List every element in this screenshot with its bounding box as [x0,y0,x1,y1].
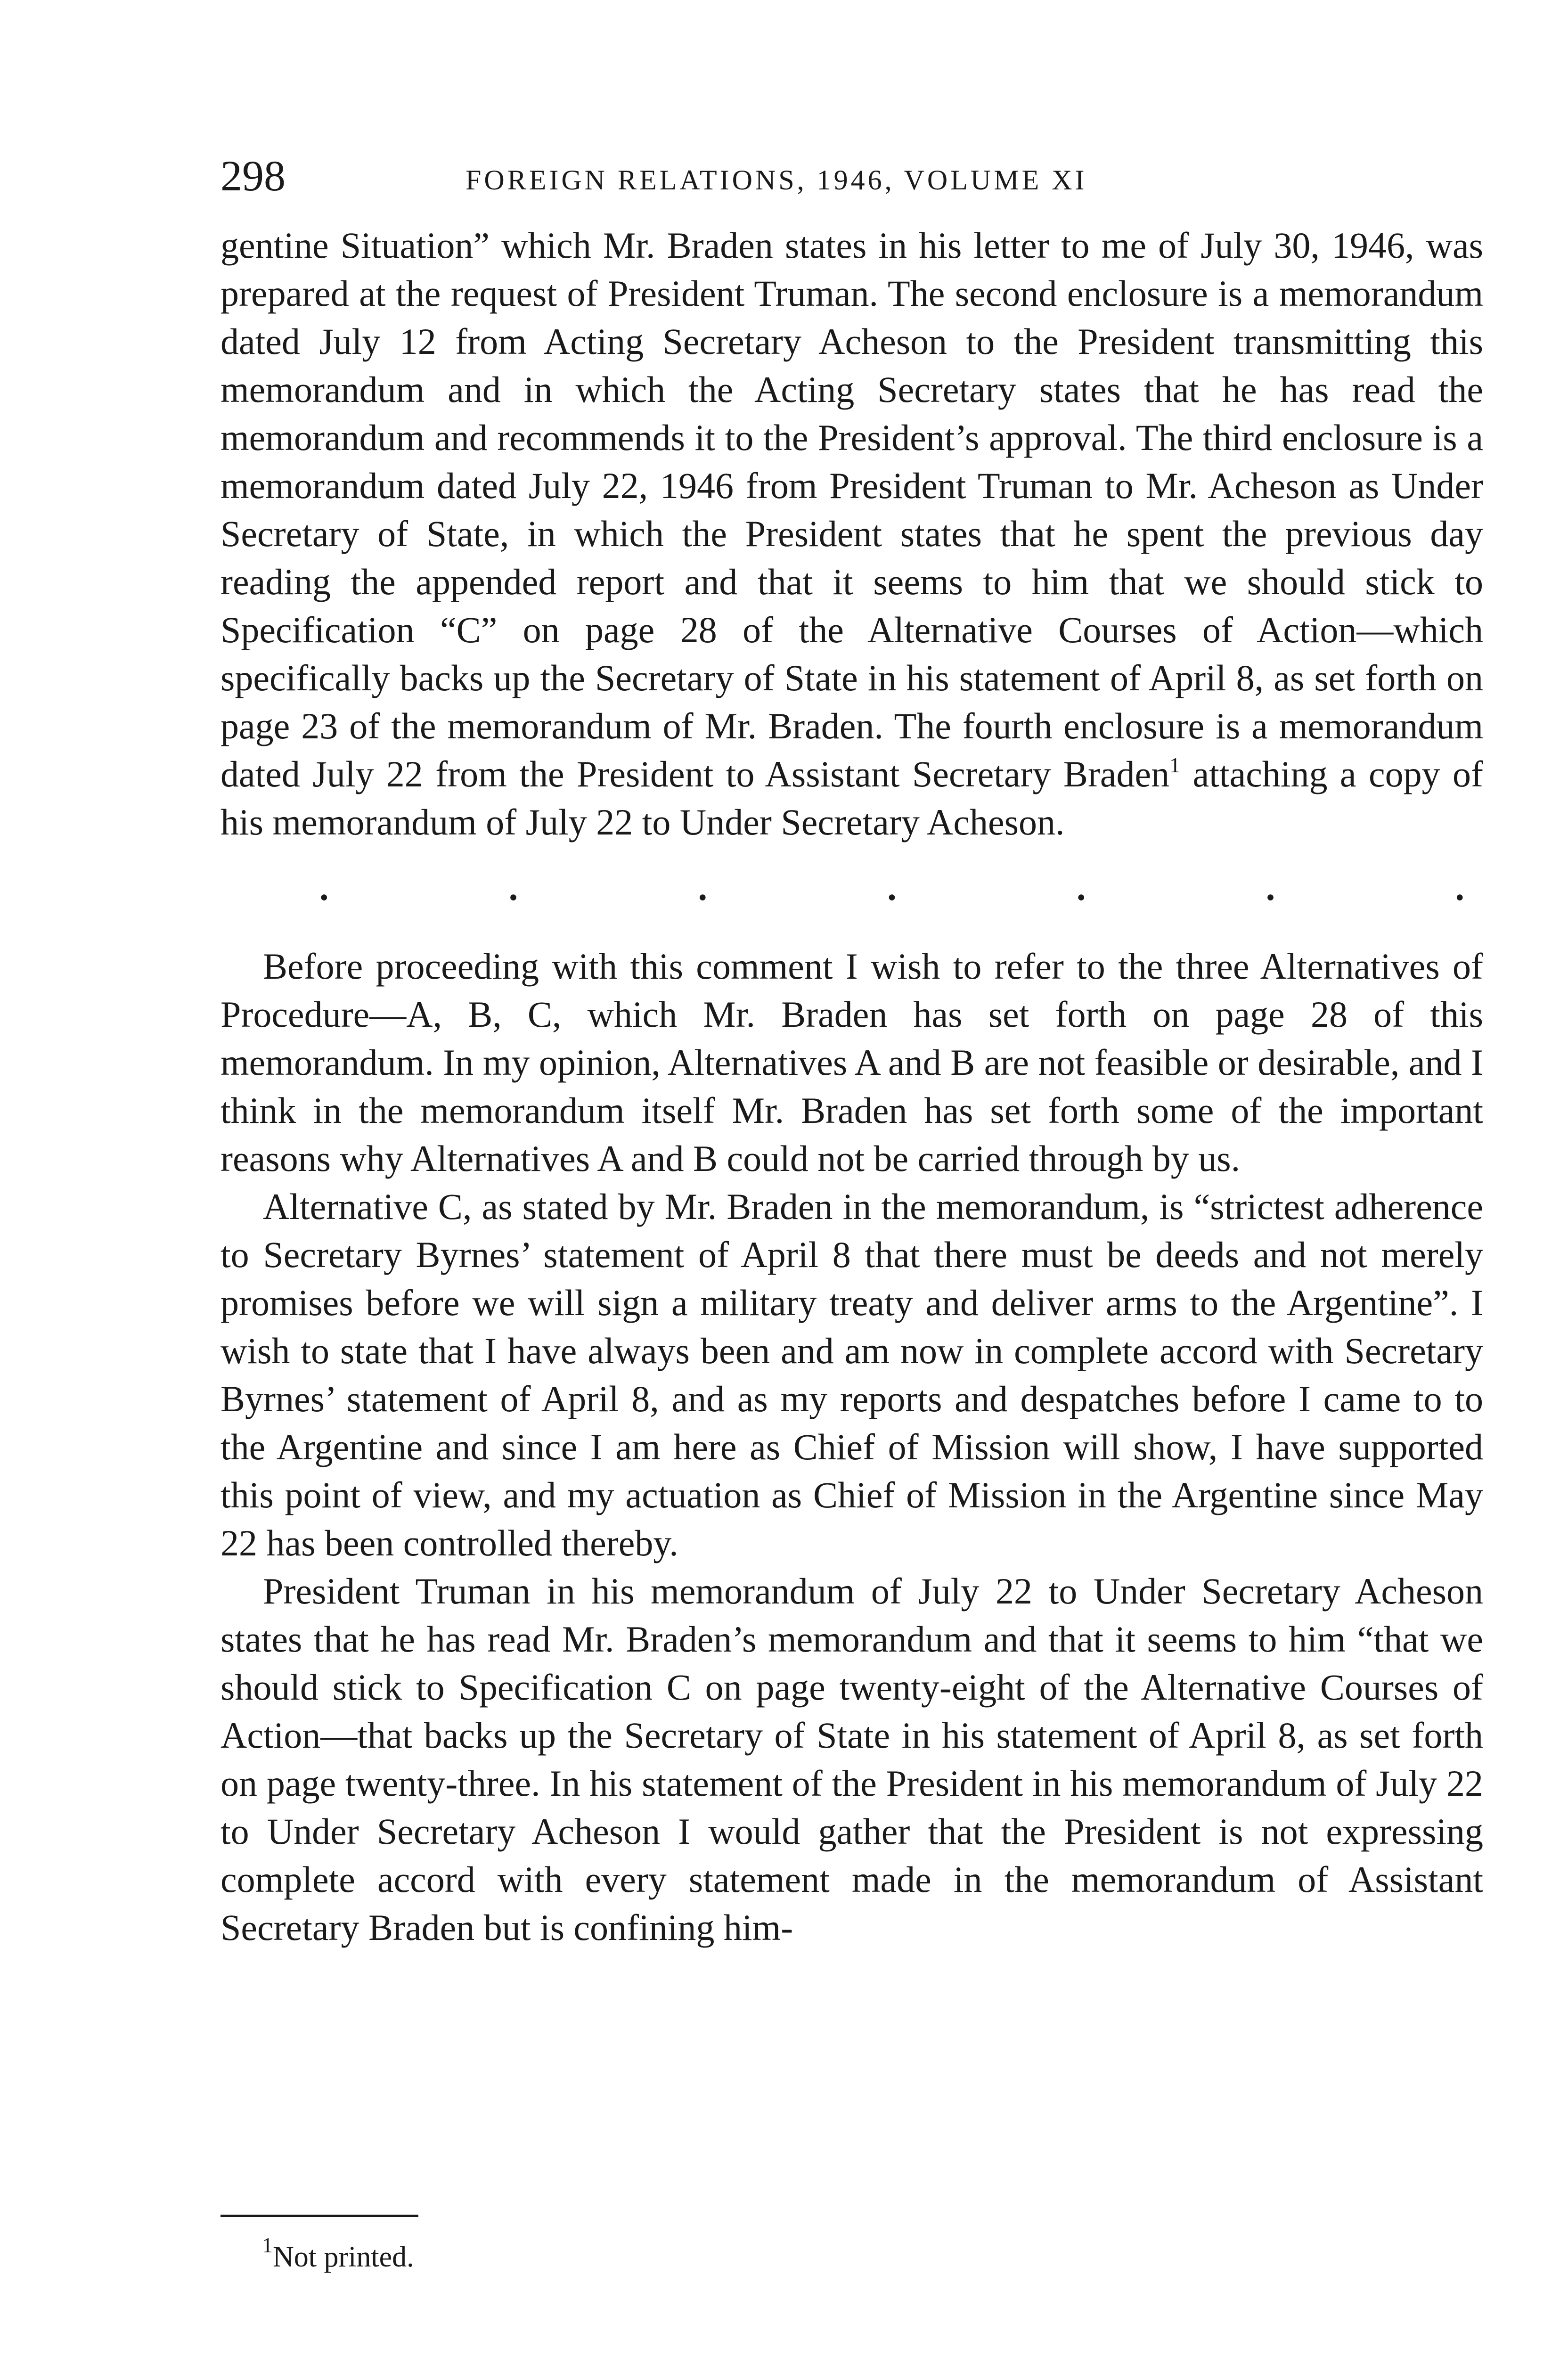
footnote-reference: 1 [1169,753,1181,777]
running-head [220,141,1483,207]
ellipsis-dot: . [1266,867,1275,908]
body-text [220,221,1483,1952]
ellipsis-dot: . [319,867,329,908]
ellipsis-dot: . [1077,867,1086,908]
ellipsis-dot: . [508,867,518,908]
ellipsis-dot: . [887,867,897,908]
paragraph-4: President Truman in his memorandum of July 22 to Under Secretary Acheson states that he has read Mr. Braden’s memorandum and that it seems to him “that we should stick to Specification C on page twenty-eight of the Alternative Courses of Action—that backs up the Secretary of State in his statement of April 8, as set forth on page twenty-three. In his statement of the President in his memorandum of July 22 to Under Secretary Acheson I would gather that the President is not expressing complete accord with every statement made in the memorandum of Assistant Secretary Braden but is confining him- [220,1571,1483,1948]
footnote-marker: 1 [262,2233,273,2257]
paragraph-1-tail: attaching a copy of his memorandum of July 22 to Under Secretary Acheson. [220,753,1483,843]
paragraph-3: Alternative C, as stated by Mr. Braden in the memorandum, is “strictest adherence to Secretary Byrnes’ statement of April 8 that there must be deeds and not merely promises before we will sign a military treaty and deliver arms to the Argentine”. I wish to state that I have always been and am now in complete accord with Secretary Byrnes’ statement of April 8, and as my reports and despatches before I came to to the Argentine and since I am here as Chief of Mission will show, I have supported this point of view, and my actuation as Chief of Mission in the Argentine since May 22 has been controlled thereby. [220,1186,1483,1563]
page-number: 298 [220,152,286,200]
ellipsis-separator [220,867,1483,908]
paragraph-1-text: gentine Situation” which Mr. Braden states in his letter to me of July 30, 1946, was prepared at the request of President Truman. The second enclosure is a memorandum dated July 12 from Acting Secretary Acheson to the President transmitting this memorandum and in which the Acting Secretary states that he has read the memorandum and recommends it to the President’s approval. The third enclosure is a memorandum dated July 22, 1946 from President Truman to Mr. Acheson as Under Secretary of State, in which the President states that he spent the previous day reading the appended report and that it seems to him that we should stick to Specification “C” on page 28 of the Alternative Courses of Action—which specifically backs up the Secretary of State in his statement of April 8, as set forth on page 23 of the memorandum of Mr. Braden. The fourth enclosure is a memorandum dated July 22 from the President to Assistant Secretary Braden [220,225,1483,794]
running-title: FOREIGN RELATIONS, 1946, VOLUME XI [466,164,1087,196]
footnote-rule [220,2215,418,2217]
ellipsis-dot: . [1455,867,1464,908]
document-page [220,141,1483,2356]
ellipsis-dot: . [698,867,707,908]
footnote-text: Not printed. [273,2241,414,2273]
paragraph-1 [220,221,1483,846]
footnote [262,2233,414,2276]
paragraph-2: Before proceeding with this comment I wish to refer to the three Alternatives of Procedure—A, B, C, which Mr. Braden has set forth on page 28 of this memorandum. In my opinion, Alternatives A and B are not feasible or desirable, and I think in the memorandum itself Mr. Braden has set forth some of the important reasons why Alternatives A and B could not be carried through by us. [220,946,1483,1179]
